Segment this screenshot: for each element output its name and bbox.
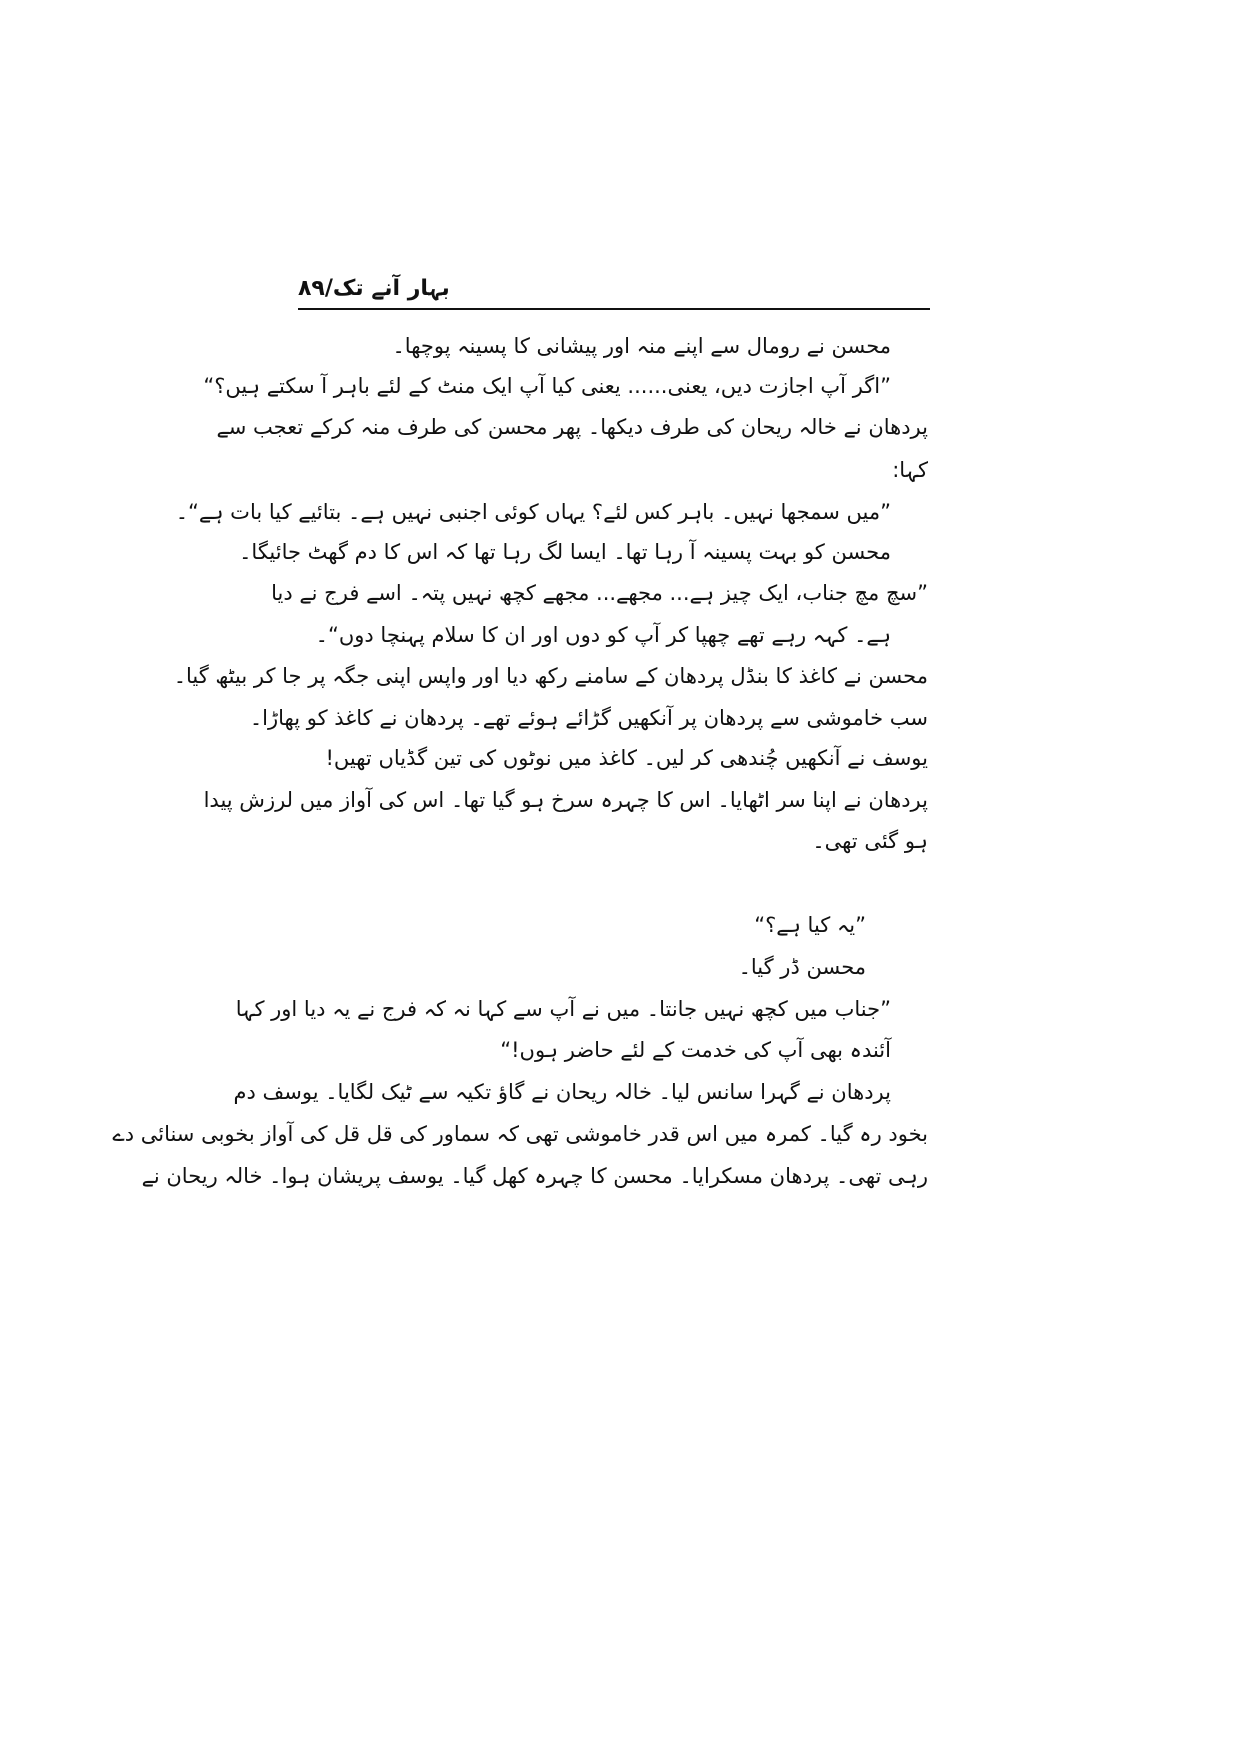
text-line: ”جناب میں کچھ نہیں جانتا۔ میں نے آپ سے کہا نہ کہ فرج نے یہ دیا اور کہا bbox=[235, 997, 891, 1021]
running-title: بہار آنے تک/۸۹ bbox=[298, 276, 450, 301]
text-line: محسن نے کاغذ کا بنڈل پردھان کے سامنے رکھ دیا اور واپس اپنی جگہ پر جا کر بیٹھ گیا۔ bbox=[173, 664, 928, 688]
text-line: محسن نے رومال سے اپنے منہ اور پیشانی کا پسینہ پوچھا۔ bbox=[392, 334, 891, 358]
text-line: ”سچ مچ جناب، ایک چیز ہے... مجھے... مجھے کچھ نہیں پتہ۔ اسے فرج نے دیا bbox=[271, 581, 928, 605]
running-header bbox=[298, 274, 930, 310]
text-line: ”یہ کیا ہے؟“ bbox=[754, 913, 866, 937]
text-line: بخود رہ گیا۔ کمرہ میں اس قدر خاموشی تھی کہ سماور کی قل قل کی آواز بخوبی سنائی دے bbox=[112, 1122, 928, 1146]
text-line: محسن ڈر گیا۔ bbox=[738, 955, 866, 979]
text-line: کہا: bbox=[892, 458, 928, 482]
text-line: ہے۔ کہہ رہے تھے چھپا کر آپ کو دوں اور ان کا سلام پہنچا دوں“۔ bbox=[315, 623, 891, 647]
text-line: پردھان نے خالہ ریحان کی طرف دیکھا۔ پھر محسن کی طرف منہ کرکے تعجب سے bbox=[216, 415, 928, 439]
text-line: پردھان نے گہرا سانس لیا۔ خالہ ریحان نے گاؤ تکیہ سے ٹیک لگایا۔ یوسف دم bbox=[233, 1080, 891, 1104]
text-line: پردھان نے اپنا سر اٹھایا۔ اس کا چہرہ سرخ ہو گیا تھا۔ اس کی آواز میں لرزش پیدا bbox=[203, 788, 928, 812]
text-line: سب خاموشی سے پردھان پر آنکھیں گڑائے ہوئے تھے۔ پردھان نے کاغذ کو پھاڑا۔ bbox=[249, 706, 928, 730]
text-line: رہی تھی۔ پردھان مسکرایا۔ محسن کا چہرہ کھل گیا۔ یوسف پریشان ہوا۔ خالہ ریحان نے bbox=[141, 1164, 928, 1188]
text-line: ”اگر آپ اجازت دیں، یعنی...... یعنی کیا آپ ایک منٹ کے لئے باہر آ سکتے ہیں؟“ bbox=[203, 374, 891, 398]
text-line: ہو گئی تھی۔ bbox=[812, 829, 928, 853]
text-line: آئندہ بھی آپ کی خدمت کے لئے حاضر ہوں!“ bbox=[500, 1038, 891, 1062]
text-line: ”میں سمجھا نہیں۔ باہر کس لئے؟ یہاں کوئی اجنبی نہیں ہے۔ بتائیے کیا بات ہے“۔ bbox=[175, 500, 891, 524]
text-line: یوسف نے آنکھیں چُندھی کر لیں۔ کاغذ میں نوٹوں کی تین گڈیاں تھیں! bbox=[325, 746, 928, 770]
text-line: محسن کو بہت پسینہ آ رہا تھا۔ ایسا لگ رہا تھا کہ اس کا دم گھٹ جائیگا۔ bbox=[239, 540, 891, 564]
